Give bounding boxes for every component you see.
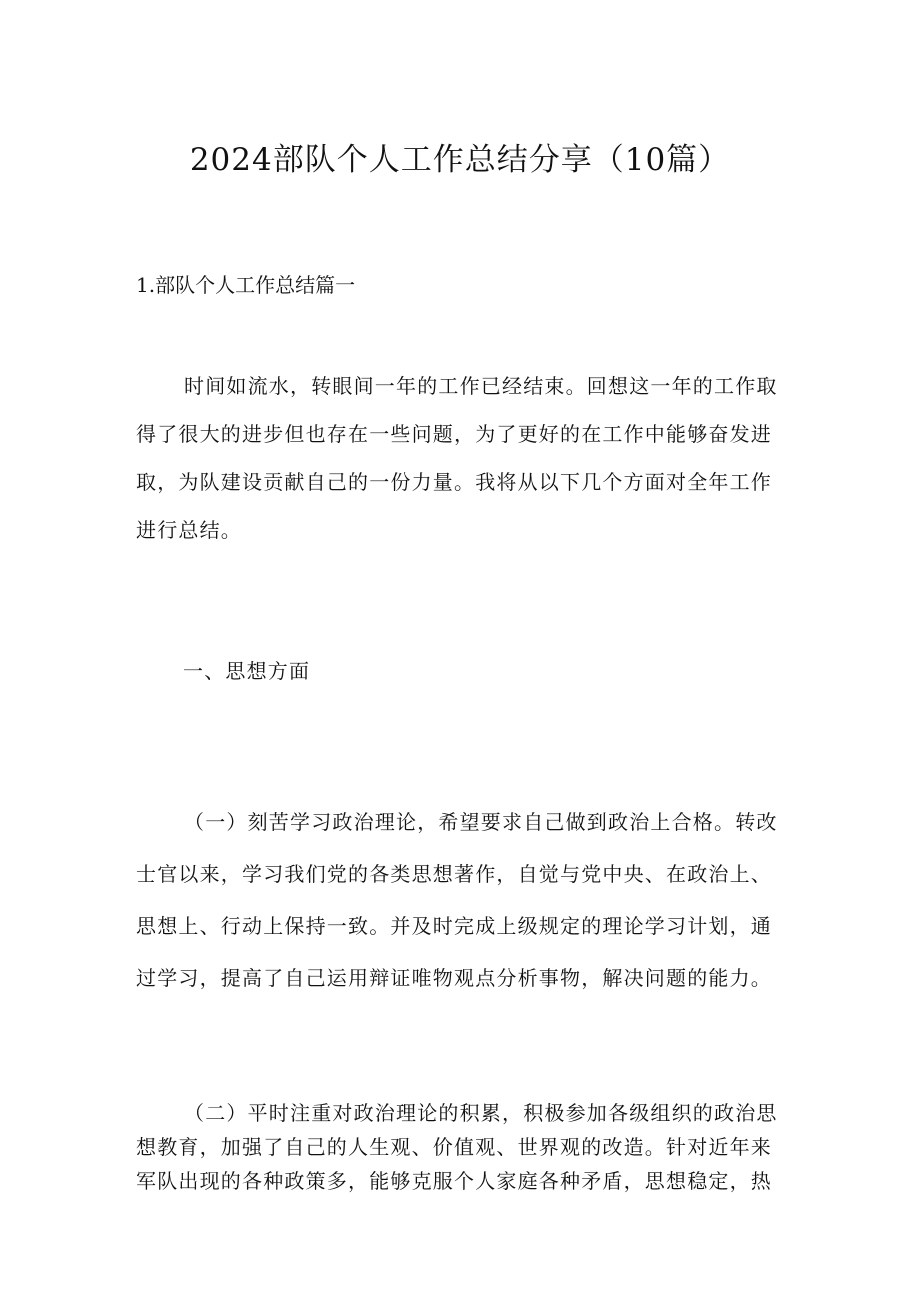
paragraph-line: 过学习，提高了自己运用辩证唯物观点分析事物，解决问题的能力。 (136, 966, 772, 990)
section-heading: 1.部队个人工作总结篇一 (136, 273, 356, 297)
paragraph-line: 军队出现的各种政策多，能够克服个人家庭各种矛盾，思想稳定，热 (136, 1169, 772, 1193)
paragraph-line: 时间如流水，转眼间一年的工作已经结束。回想这一年的工作取 (184, 374, 778, 398)
paragraph-line: 思想上、行动上保持一致。并及时完成上级规定的理论学习计划，通 (136, 914, 772, 938)
subheading-thought: 一、思想方面 (183, 659, 311, 683)
paragraph-line: 想教育，加强了自己的人生观、价值观、世界观的改造。针对近年来 (136, 1135, 772, 1159)
paragraph-line: 进行总结。 (136, 518, 242, 542)
paragraph-thought-2 (136, 1096, 791, 1198)
paragraph-intro (136, 362, 791, 554)
paragraph-line: 取，为队建设贡献自己的一份力量。我将从以下几个方面对全年工作 (136, 470, 772, 494)
paragraph-line: （一）刻苦学习政治理论，希望要求自己做到政治上合格。转改 (184, 810, 778, 834)
paragraph-line: 士官以来，学习我们党的各类思想著作，自觉与党中央、在政治上、 (136, 862, 772, 886)
paragraph-line: （二）平时注重对政治理论的积累，积极参加各级组织的政治思 (184, 1101, 778, 1125)
paragraph-line: 得了很大的进步但也存在一些问题，为了更好的在工作中能够奋发进 (136, 422, 772, 446)
paragraph-thought-1 (136, 796, 791, 1004)
document-title: 2024部队个人工作总结分享（10篇） (189, 142, 731, 178)
